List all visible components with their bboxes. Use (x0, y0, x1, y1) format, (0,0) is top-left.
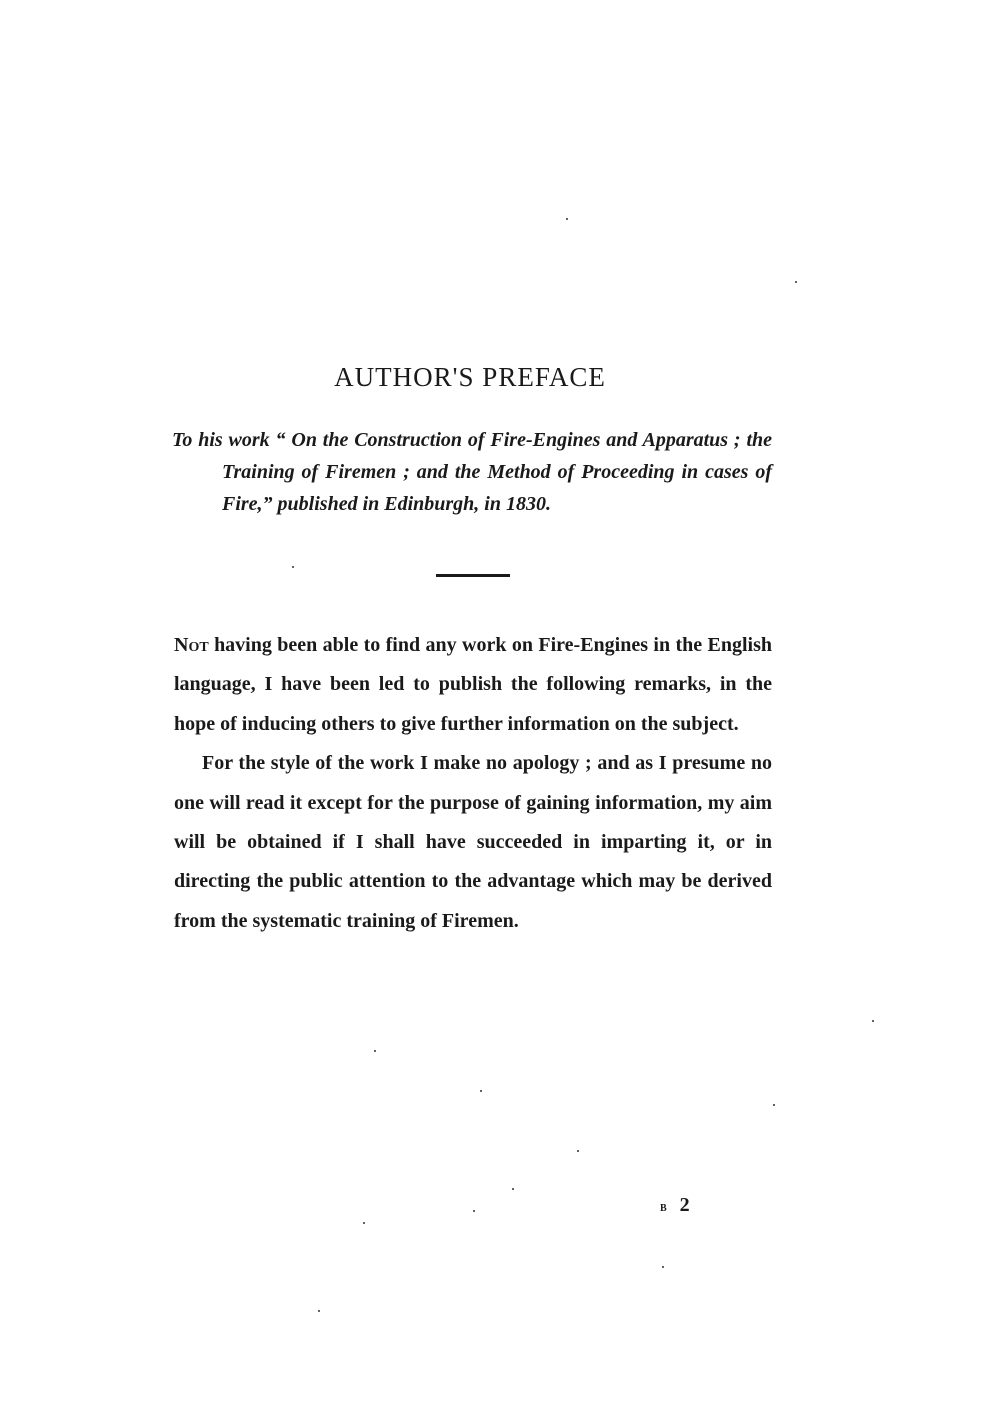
paragraph-2: For the style of the work I make no apology ; and as I presume no one will read it except for the purpose of gaining information, my aim will be obtained if I shall have succeeded in imparting it, or in directing the public attention to the advantage which may be derived from the systematic training of Firemen. (174, 752, 772, 932)
paragraph-1 (174, 626, 772, 744)
divider-rule (436, 574, 510, 577)
scan-speck (512, 1188, 514, 1190)
scan-speck (795, 281, 797, 283)
paragraph-1-lead: Not (174, 634, 209, 656)
subtitle: To his work “ On the Construction of Fire-Engines and Apparatus ; the Training of Firemen ; and the Method of Proceeding in cases of Fire,” published in Edinburgh, in 1830. (172, 429, 772, 515)
scan-speck (662, 1266, 664, 1268)
scan-speck (473, 1210, 475, 1212)
scan-speck (480, 1090, 482, 1092)
scan-speck (292, 566, 294, 568)
scan-speck (872, 1020, 874, 1022)
scan-speck (318, 1310, 320, 1312)
scan-speck (577, 1150, 579, 1152)
page-title: AUTHOR'S PREFACE (334, 362, 606, 392)
signature-number: 2 (679, 1194, 694, 1216)
signature-mark (660, 1194, 694, 1217)
scan-speck (566, 218, 568, 220)
paragraph-1-text: having been able to find any work on Fire-Engines in the English language, I have been led to publish the following remarks, in the hope of inducing others to give further information on the subject. (174, 634, 772, 735)
body-text (174, 626, 772, 941)
scan-speck (773, 1104, 775, 1106)
scan-speck (363, 1222, 365, 1224)
signature-letter: b (660, 1200, 671, 1215)
scan-speck (374, 1050, 376, 1052)
